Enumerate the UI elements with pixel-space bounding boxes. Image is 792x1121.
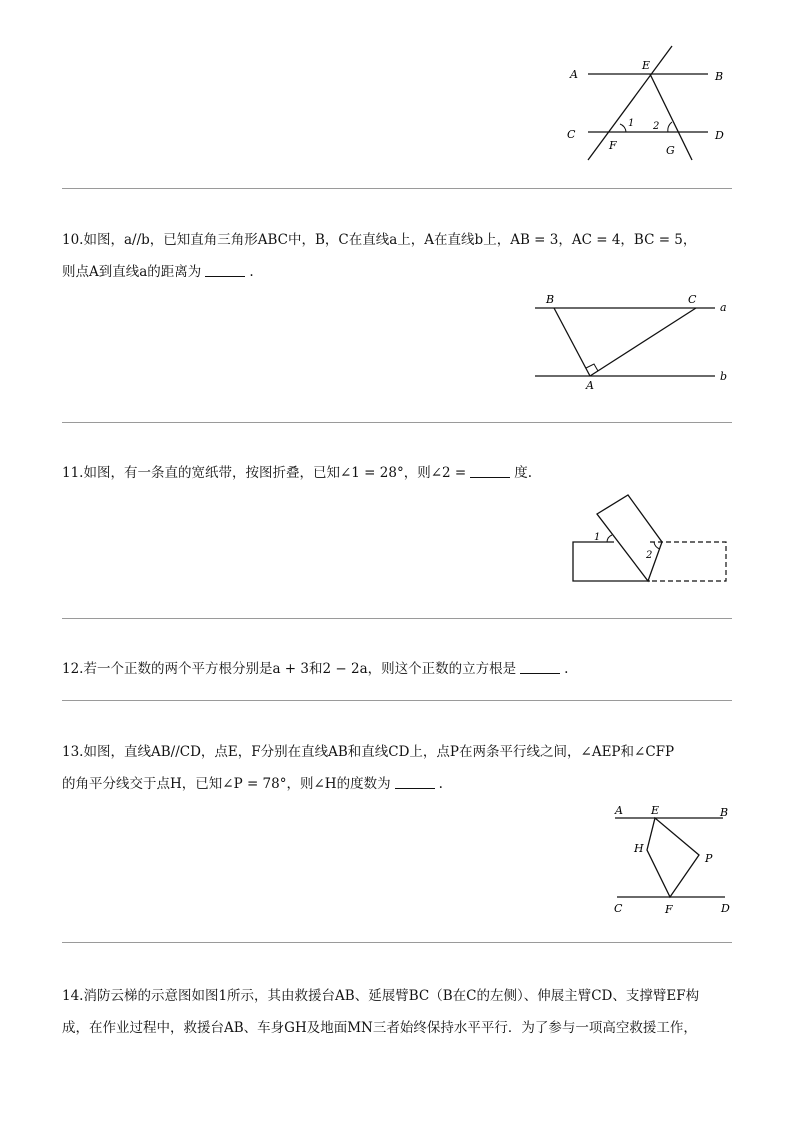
q13-answer-blank[interactable] <box>395 774 435 789</box>
q13-period: . <box>438 776 443 792</box>
q10-label-line-b: b <box>720 370 728 383</box>
q11-question-text: 11.如图，有一条直的宽纸带，按图折叠，已知∠1 = 28°，则∠2 = <box>62 465 467 481</box>
q10-period: . <box>249 264 254 280</box>
q10-label-line-a: a <box>720 301 727 314</box>
q11-text-line1 <box>62 463 532 483</box>
q12-question-text: 12.若一个正数的两个平方根分别是a + 3和2 − 2a，则这个正数的立方根是 <box>62 661 517 677</box>
q11-angle1-arc <box>607 535 612 542</box>
q9-angle2-arc <box>668 122 672 132</box>
q13-label-f: F <box>665 903 673 916</box>
separator-2 <box>62 422 732 423</box>
q10-label-a-point: A <box>586 379 594 392</box>
q9-label-2: 2 <box>653 121 660 132</box>
separator-5 <box>62 942 732 943</box>
q13-quadrilateral-ehfp <box>647 818 699 897</box>
q9-line-ef <box>588 46 672 160</box>
q11-answer-blank[interactable] <box>470 463 510 478</box>
q11-strip-dashed <box>650 542 726 581</box>
q10-question-text: 则点A到直线a的距离为 <box>62 264 202 280</box>
q14-text-line2: 成，在作业过程中，救援台AB、车身GH及地面MN三者始终保持水平平行．为了参与一项高空救援工作， <box>62 1020 697 1036</box>
q9-figure <box>560 40 740 165</box>
q10-right-angle-mark <box>586 364 598 371</box>
q10-label-b-point: B <box>546 293 555 306</box>
q11-label-2: 2 <box>646 550 653 561</box>
separator-1 <box>62 188 732 189</box>
q10-segment-ca <box>590 308 696 376</box>
q13-label-b: B <box>720 806 729 819</box>
q9-label-1: 1 <box>628 118 635 129</box>
q13-label-e: E <box>651 804 660 817</box>
q9-label-d: D <box>715 129 724 142</box>
q9-label-f: F <box>609 139 617 152</box>
q14-text-line1: 14.消防云梯的示意图如图1所示，其由救援台AB、延展臂BC（B在C的左侧）、伸展主臂CD、支撑臂EF构 <box>62 988 700 1004</box>
separator-3 <box>62 618 732 619</box>
q9-label-g: G <box>666 144 675 157</box>
q10-answer-blank[interactable] <box>205 262 245 277</box>
q10-label-c-point: C <box>688 293 697 306</box>
q13-figure <box>605 800 740 920</box>
q11-figure <box>568 490 733 586</box>
q10-segment-ba <box>554 308 590 376</box>
q13-text-line1: 13.如图，直线AB//CD，点E，F分别在直线AB和直线CD上，点P在两条平行线之间，∠AEP和∠CFP <box>62 744 675 760</box>
q13-question-text: 的角平分线交于点H，已知∠P = 78°，则∠H的度数为 <box>62 776 391 792</box>
q12-text-line1 <box>62 659 568 679</box>
q10-text-line1: 10.如图，a//b，已知直角三角形ABC中，B，C在直线a上，A在直线b上，AB = 3，AC = 4，BC = 5， <box>62 232 697 248</box>
q9-label-a: A <box>570 68 578 81</box>
q11-strip-solid <box>573 542 653 581</box>
q13-label-d: D <box>721 902 730 915</box>
q9-label-c: C <box>567 128 576 141</box>
q10-figure <box>530 290 730 400</box>
q13-label-a: A <box>615 804 623 817</box>
q11-angle2-arc <box>654 542 660 549</box>
q13-text-line2 <box>62 774 443 794</box>
q10-text-line2 <box>62 262 254 282</box>
q12-period: . <box>564 661 569 677</box>
separator-4 <box>62 700 732 701</box>
q12-answer-blank[interactable] <box>520 659 560 674</box>
q9-label-e: E <box>642 59 651 72</box>
q11-unit: 度. <box>514 465 532 481</box>
q9-angle1-arc <box>620 124 626 132</box>
q13-label-p: P <box>705 852 713 865</box>
q11-folded-part <box>597 495 662 581</box>
q13-label-h: H <box>634 842 644 855</box>
q13-label-c: C <box>614 902 623 915</box>
q11-label-1: 1 <box>594 532 601 543</box>
q9-label-b: B <box>715 70 724 83</box>
